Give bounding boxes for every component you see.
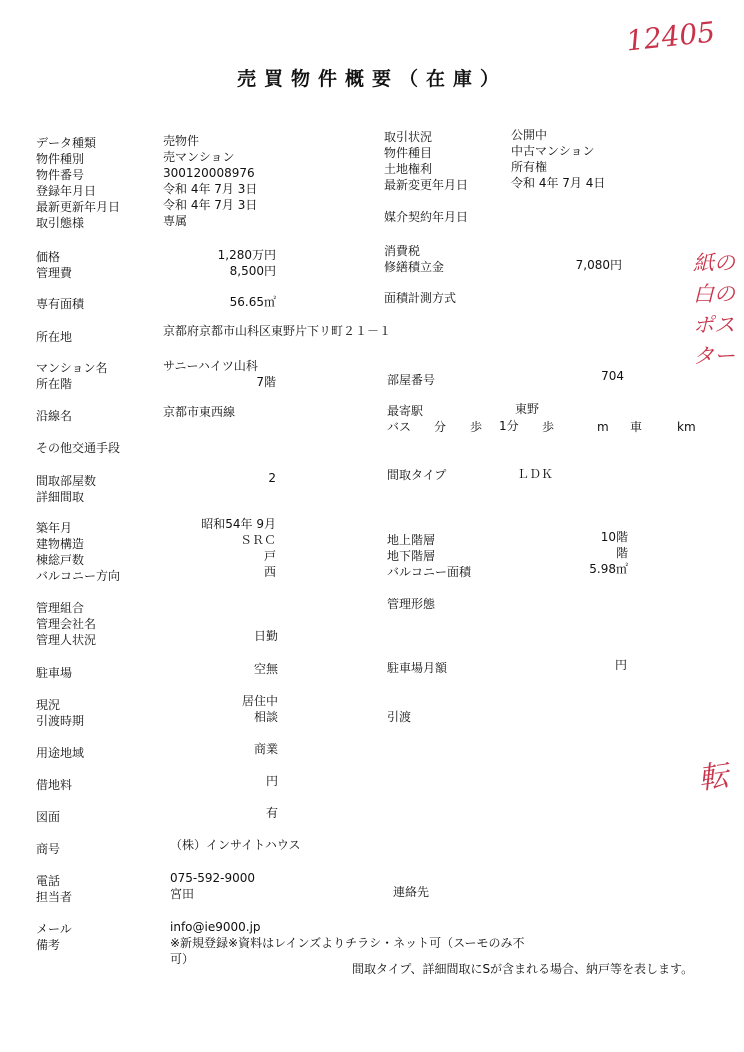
value-address: 京都府京都市山科区東野片下リ町２１－１ [163, 324, 392, 338]
value-room-count: 2 [268, 471, 276, 485]
label-above-floors: 地上階層 [387, 533, 436, 547]
label-below-floors: 地下階層 [387, 549, 436, 563]
label-balcony-area: バルコニー面積 [387, 565, 472, 579]
label-area-method: 面積計測方式 [384, 291, 457, 305]
label-consumption-tax: 消費税 [384, 244, 421, 258]
value-manager-status: 日勤 [253, 629, 278, 643]
value-phone: 075-592-9000 [170, 871, 256, 885]
label-person: 担当者 [36, 890, 73, 904]
handwritten-number: 12405 [624, 15, 717, 58]
footer-note: 間取タイプ、詳細間取にSが含まれる場合、納戸等を表します。 [352, 962, 694, 976]
label-registered-date: 登録年月日 [36, 184, 97, 198]
value-registered-date: 令和 4年 7月 3日 [163, 182, 258, 196]
value-remarks-line2: 可） [170, 952, 195, 966]
value-below-floors: 階 [615, 546, 628, 560]
label-transaction-status: 取引状況 [384, 130, 433, 144]
value-current: 居住中 [241, 694, 278, 708]
value-parking-fee: 円 [614, 658, 627, 672]
label-mgmt-form: 管理形態 [387, 597, 436, 611]
access-walk-label-2: 歩 [542, 420, 555, 434]
value-exclusive-area: 56.65㎡ [229, 295, 276, 309]
label-transaction-mode: 取引態様 [36, 216, 85, 230]
value-above-floors: 10階 [600, 530, 628, 544]
label-zoning: 用途地域 [36, 746, 85, 760]
value-repair-reserve: 7,080円 [575, 258, 622, 272]
label-exclusive-area: 専有面積 [36, 297, 85, 311]
value-transaction-mode: 専属 [163, 214, 188, 228]
label-last-change-date: 最新変更年月日 [384, 178, 469, 192]
label-land-rights: 土地権利 [384, 162, 433, 176]
value-data-type: 売物件 [163, 134, 200, 148]
access-km-unit: km [677, 420, 696, 434]
label-manager-status: 管理人状況 [36, 633, 97, 647]
label-nearest-station: 最寄駅 [387, 404, 424, 418]
label-property-number: 物件番号 [36, 168, 85, 182]
label-parking: 駐車場 [36, 666, 73, 680]
label-ground-rent: 借地料 [36, 778, 73, 792]
value-ground-rent: 円 [265, 774, 278, 788]
label-layout-type: 間取タイプ [387, 468, 447, 482]
label-trade-name: 商号 [36, 842, 61, 856]
label-balcony-direction: バルコニー方向 [36, 569, 121, 583]
label-line: 沿線名 [36, 409, 73, 423]
value-nearest-station: 東野 [515, 402, 540, 416]
value-property-item: 中古マンション [511, 144, 595, 158]
value-structure: ＳＲＣ [239, 533, 276, 547]
label-address: 所在地 [36, 330, 73, 344]
label-room-count: 間取部屋数 [36, 474, 97, 488]
label-mansion-name: マンション名 [36, 361, 108, 375]
value-balcony-direction: 西 [263, 565, 276, 579]
access-bus-min: 分 [434, 420, 447, 434]
label-mgmt-company: 管理会社名 [36, 617, 97, 631]
value-property-number: 300120008976 [163, 166, 255, 180]
value-trade-name: （株）インサイトハウス [170, 838, 301, 852]
label-room-number: 部屋番号 [387, 373, 436, 387]
value-balcony-area: 5.98㎡ [589, 562, 628, 576]
access-car-label: 車 [630, 420, 643, 434]
value-layout-type: ＬＤＫ [517, 467, 554, 481]
handwritten-stamp: 転 [696, 758, 731, 797]
label-structure: 建物構造 [36, 537, 85, 551]
value-transaction-status: 公開中 [511, 128, 548, 142]
value-property-type: 売マンション [163, 150, 235, 164]
label-property-type: 物件種別 [36, 152, 85, 166]
label-layout-detail: 詳細間取 [36, 490, 85, 504]
label-last-update-date: 最新更新年月日 [36, 200, 121, 214]
label-price: 価格 [36, 250, 61, 264]
label-remarks: 備考 [36, 938, 61, 952]
handwritten-note: 紙の白のポスター [693, 251, 735, 368]
label-data-type: データ種類 [36, 136, 97, 150]
value-remarks-line1: ※新規登録※資料はレインズよりチラシ・ネット可（スーモのみ不 [170, 936, 525, 950]
value-price: 1,280万円 [217, 248, 276, 262]
label-total-units: 棟総戸数 [36, 553, 85, 567]
page-title: 売買物件概要（在庫） [236, 68, 507, 90]
label-email: メール [36, 922, 72, 936]
label-brokerage-date: 媒介契約年月日 [384, 210, 469, 224]
label-contact: 連絡先 [393, 885, 430, 899]
label-repair-reserve: 修繕積立金 [384, 260, 445, 274]
label-parking-fee: 駐車場月額 [387, 661, 448, 675]
value-drawing: 有 [265, 806, 278, 820]
label-phone: 電話 [36, 874, 61, 888]
label-handover-time: 引渡時期 [36, 714, 85, 728]
value-last-change-date: 令和 4年 7月 4日 [511, 176, 606, 190]
label-management-fee: 管理費 [36, 266, 73, 280]
value-last-update-date: 令和 4年 7月 3日 [163, 198, 258, 212]
value-total-units: 戸 [263, 549, 276, 563]
label-floor: 所在階 [36, 377, 73, 391]
value-built: 昭和54年 9月 [201, 517, 276, 531]
label-other-transport: その他交通手段 [36, 441, 121, 455]
value-person: 宮田 [170, 887, 195, 901]
access-walk-time: 1分 [499, 419, 519, 433]
value-line: 京都市東西線 [163, 405, 236, 419]
label-current: 現況 [36, 698, 61, 712]
value-mansion-name: サニーハイツ山科 [163, 359, 258, 373]
label-drawing: 図面 [36, 810, 61, 824]
value-floor: 7階 [256, 375, 276, 389]
value-parking: 空無 [253, 662, 278, 676]
label-handover: 引渡 [387, 710, 412, 724]
access-bus-label: バス [387, 420, 412, 434]
value-land-rights: 所有権 [511, 160, 548, 174]
access-m-unit: m [597, 420, 609, 434]
access-walk-label: 歩 [470, 420, 483, 434]
value-management-fee: 8,500円 [229, 264, 276, 278]
label-built: 築年月 [36, 521, 73, 535]
value-handover-time: 相談 [253, 710, 278, 724]
label-property-item: 物件種目 [384, 146, 433, 160]
value-email: info@ie9000.jp [170, 920, 261, 934]
label-mgmt-union: 管理組合 [36, 601, 85, 615]
value-room-number: 704 [601, 369, 624, 383]
value-zoning: 商業 [253, 742, 278, 756]
